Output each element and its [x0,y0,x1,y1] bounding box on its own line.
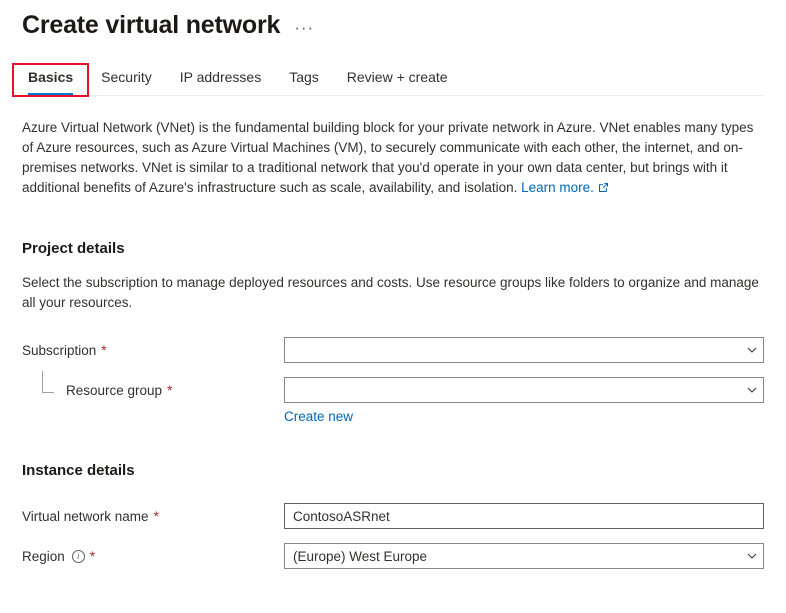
region-dropdown[interactable] [284,543,764,569]
virtual-network-name-row [22,503,764,529]
external-link-icon [598,182,609,193]
resource-group-row [22,377,764,403]
resource-group-label [22,383,284,398]
tab-security[interactable]: Security [101,69,152,85]
chevron-down-icon [745,383,759,397]
chevron-down-icon [745,343,759,357]
resource-group-dropdown[interactable] [284,377,764,403]
instance-details-heading: Instance details [22,462,135,479]
region-label-text: Region [22,548,65,564]
region-row [22,543,764,569]
create-new-row [22,409,764,424]
wizard-tabs [22,60,764,96]
region-required-marker: * [89,548,96,564]
subscription-required-marker: * [101,342,107,358]
tab-basics[interactable]: Basics [14,65,87,95]
title-row [22,0,764,42]
intro-text: Azure Virtual Network (VNet) is the fundamental building block for your private network in Azure. VNet enables many types of Azure resources, such as Azure Virtual Machines (VM), to securely communicate with each other, the internet, and on-premises networks. VNet is similar to a traditional network that you'd operate in your own data center, but brings with it additional benefits of Azure's infrastructure such as scale, availability, and isolation. [22,120,754,195]
virtual-network-name-required-marker: * [153,508,159,524]
resource-group-required-marker: * [167,382,173,398]
more-options-button[interactable]: ··· [294,18,315,37]
virtual-network-name-label [22,509,284,524]
subscription-row [22,337,764,363]
tab-review-create[interactable]: Review + create [346,69,448,85]
intro-paragraph [22,118,764,198]
subscription-dropdown[interactable] [284,337,764,363]
resource-group-label-text: Resource group [66,382,163,398]
learn-more-link[interactable]: Learn more. [521,180,594,195]
project-details-description: Select the subscription to manage deployed resources and costs. Use resource groups like folders to organize and manage all your resources. [22,275,759,310]
tree-connector [42,371,54,393]
project-details-heading: Project details [22,240,125,257]
tab-ip-addresses[interactable]: IP addresses [179,69,262,85]
info-icon[interactable]: i [72,550,85,563]
subscription-label-text: Subscription [22,342,97,358]
chevron-down-icon [745,549,759,563]
region-label [22,549,284,564]
tab-tags[interactable]: Tags [289,69,319,85]
page-title: Create virtual network [22,11,281,39]
virtual-network-name-field[interactable] [284,503,764,529]
create-new-spacer [22,409,284,424]
virtual-network-name-input[interactable] [293,509,759,524]
create-new-resource-group-link[interactable]: Create new [284,409,354,424]
subscription-label [22,343,284,358]
virtual-network-name-label-text: Virtual network name [22,508,149,524]
region-value: (Europe) West Europe [293,548,428,564]
